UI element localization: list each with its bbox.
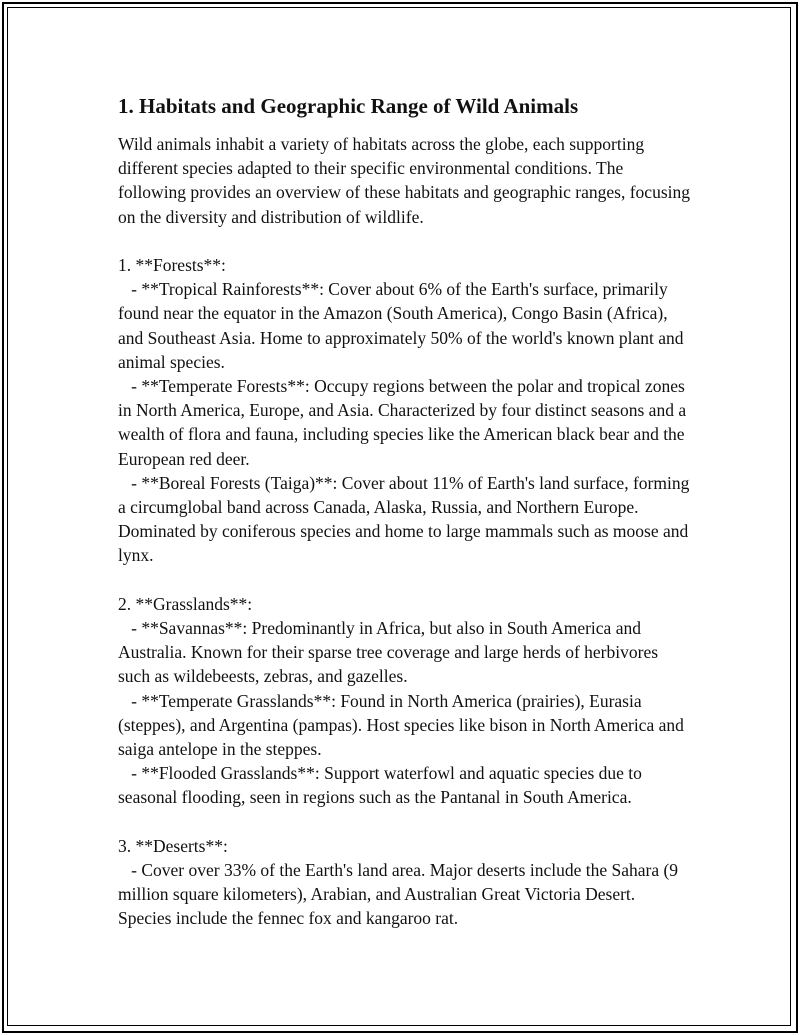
document-body: [118, 92, 690, 931]
intro-paragraph: Wild animals inhabit a variety of habitats across the globe, each supporting different species adapted to their specific environmental conditions. The following provides an overview of these habitats and geographic ranges, focusing on the diversity and distribution of wildlife.: [118, 134, 690, 227]
section-heading: 2. **Grasslands**:: [118, 593, 253, 614]
section-heading: 1. **Forests**:: [118, 255, 226, 275]
bullet-item: [118, 689, 690, 762]
bullet-item: [118, 277, 690, 374]
bullet-text: - Cover over 33% of the Earth's land area. Major deserts include the Sahara (9 million square kilometers), Arabian, and Australian Great Victoria Desert. Species include the fennec fox and kangaroo rat.: [118, 860, 679, 929]
bullet-text: - **Savannas**: Predominantly in Africa, but also in South America and Australia. Known for their sparse tree coverage and large herds of herbivores such as wildebeests, zebras, and gazelles.: [118, 618, 659, 687]
bullet-text: - **Temperate Grasslands**: Found in North America (prairies), Eurasia (steppes), and Argentina (pampas). Host species like bison in North America and saiga antelope in the steppes.: [118, 690, 684, 760]
section-grasslands: [118, 592, 690, 810]
bullet-text: - **Tropical Rainforests**: Cover about 6% of the Earth's surface, primarily found near the equator in the Amazon (South America), Congo Basin (Africa), and Southeast Asia. Home to approximately 50% of the world's known plant and animal species.: [118, 279, 684, 372]
bullet-item: [118, 471, 690, 568]
document-title: 1. Habitats and Geographic Range of Wild Animals: [118, 94, 579, 118]
bullet-item: [118, 374, 690, 471]
bullet-text: - **Boreal Forests (Taiga)**: Cover about 11% of Earth's land surface, forming a circumglobal band across Canada, Alaska, Russia, and Northern Europe. Dominated by coniferous species and home to large mammals such as moose and lynx.: [118, 472, 690, 566]
bullet-text: - **Temperate Forests**: Occupy regions between the polar and tropical zones in North America, Europe, and Asia. Characterized by four distinct seasons and a wealth of flora and fauna, including species like the American black bear and the European red deer.: [118, 376, 687, 469]
section-forests: [118, 253, 690, 568]
bullet-text: - **Flooded Grasslands**: Support waterfowl and aquatic species due to seasonal flooding, seen in regions such as the Pantanal in South America.: [118, 763, 642, 808]
bullet-item: [118, 858, 690, 931]
bullet-item: [118, 761, 690, 809]
bullet-item: [118, 616, 690, 689]
section-deserts: [118, 834, 690, 931]
section-heading: 3. **Deserts**:: [118, 835, 228, 856]
